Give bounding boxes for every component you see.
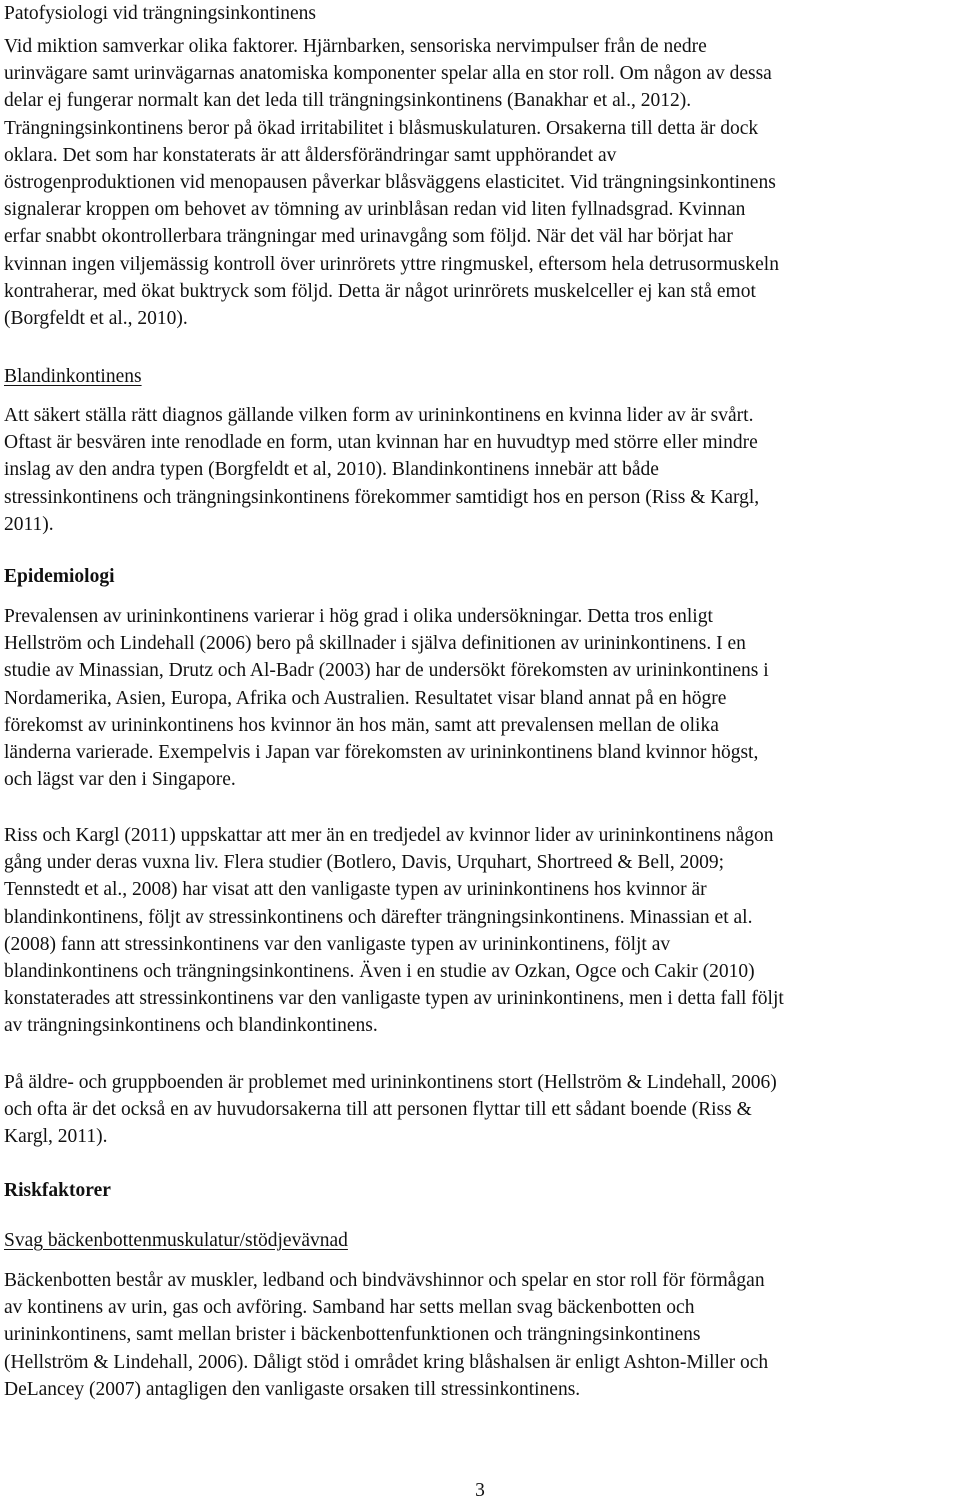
- heading-blandinkontinens: [4, 363, 958, 390]
- paragraph-line: kvinnan ingen viljemässig kontroll över urinrörets yttre ringmuskel, eftersom hela detrusormuskeln: [4, 253, 779, 275]
- paragraph-line: Vid miktion samverkar olika faktorer. Hjärnbarken, sensoriska nervimpulser från de nedre: [4, 36, 707, 57]
- heading-riskfaktorer-text: Riskfaktorer: [4, 1180, 111, 1201]
- paragraph-line: inslag av den andra typen (Borgfeldt et al, 2010). Blandinkontinens innebär att både: [4, 459, 659, 481]
- paragraph-line: delar ej fungerar normalt kan det leda till trängningsinkontinens (Banakhar et al., 2012).: [4, 90, 692, 112]
- paragraph-line: Att säkert ställa rätt diagnos gällande vilken form av urininkontinens en kvinna lider av är svårt.: [4, 405, 754, 426]
- paragraph-line: signalerar kroppen om behovet av tömning av urinblåsan redan vid liten fyllnadsgrad. Kvinnan: [4, 199, 746, 221]
- paragraph-line: Trängningsinkontinens beror på ökad irritabilitet i blåsmuskulaturen. Orsakerna till detta är dock: [4, 117, 759, 139]
- paragraph-line: av kontinens av urin, gas och avföring. Samband har setts mellan svag bäckenbotten och: [4, 1297, 695, 1319]
- paragraph-line: konstaterades att stressinkontinens var den vanligaste typen av urininkontinens, men i detta fall följt: [4, 988, 784, 1010]
- paragraph-line: Prevalensen av urininkontinens varierar i hög grad i olika undersökningar. Detta tros enligt: [4, 606, 713, 627]
- heading-svag-backenbotten-text: Svag bäckenbottenmuskulatur/stödjevävnad: [4, 1230, 348, 1251]
- paragraph-line: oklara. Det som har konstaterats är att åldersförändringar samt upphörandet av: [4, 144, 617, 166]
- paragraph-line: blandinkontinens, följt av stressinkontinens och därefter trängningsinkontinens. Minassian et al.: [4, 906, 753, 928]
- paragraph-line: av trängningsinkontinens och blandinkontinens.: [4, 1015, 378, 1037]
- paragraph-line: (2008) fann att stressinkontinens var den vanligaste typen av urininkontinens, följt av: [4, 933, 671, 955]
- paragraph-line: 2011).: [4, 513, 54, 535]
- paragraph-epidemiologi-2: [4, 822, 958, 1040]
- paragraph-svag-backenbotten: [4, 1267, 958, 1403]
- paragraph-patofysiologi: [4, 33, 958, 332]
- paragraph-line: och lägst var den i Singapore.: [4, 769, 236, 791]
- paragraph-line: Riss och Kargl (2011) uppskattar att mer än en tredjedel av kvinnor lider av urininkontinens någon: [4, 825, 774, 846]
- paragraph-line: gång under deras vuxna liv. Flera studier (Botlero, Davis, Urquhart, Shortreed & Bell, 2009;: [4, 852, 725, 874]
- section-title-text: Patofysiologi vid trängningsinkontinens: [4, 3, 316, 24]
- paragraph-line: blandinkontinens och trängningsinkontinens. Även i en studie av Ozkan, Ogce och Cakir (2010): [4, 960, 755, 982]
- paragraph-line: östrogenproduktionen vid menopausen påverkar blåsväggens elasticitet. Vid trängningsinkontinens: [4, 171, 776, 193]
- paragraph-epidemiologi-1: [4, 603, 958, 793]
- paragraph-line: urinvägare samt urinvägarnas anatomiska komponenter spelar alla en stor roll. Om någon av dessa: [4, 63, 772, 85]
- paragraph-line: (Hellström & Lindehall, 2006). Dåligt stöd i området kring blåshalsen är enligt Ashton-Miller och: [4, 1351, 769, 1373]
- paragraph-line: DeLancey (2007) antagligen den vanligaste orsaken till stressinkontinens.: [4, 1378, 581, 1400]
- paragraph-line: kontraherar, med ökat buktryck som följd. Detta är något urinrörets muskelceller ej kan stå emot: [4, 280, 756, 302]
- heading-epidemiologi: [4, 563, 958, 590]
- heading-blandinkontinens-text: Blandinkontinens: [4, 366, 142, 387]
- paragraph-line: Oftast är besvären inte renodlade en form, utan kvinnan har en huvudtyp med större eller mindre: [4, 432, 758, 454]
- paragraph-line: länderna varierade. Exempelvis i Japan var förekomsten av urininkontinens bland kvinnor högst,: [4, 741, 759, 763]
- paragraph-line: Nordamerika, Asien, Europa, Afrika och Australien. Resultatet visar bland annat på en högre: [4, 687, 727, 709]
- paragraph-line: och ofta är det också en av huvudorsakerna till att personen flyttar till ett sådant boende (Riss &: [4, 1099, 752, 1121]
- paragraph-blandinkontinens: [4, 402, 958, 538]
- paragraph-line: stressinkontinens och trängningsinkontinens förekommer samtidigt hos en person (Riss & Kargl,: [4, 486, 760, 508]
- paragraph-line: erfar snabbt okontrollerbara trängningar med urinavgång som följd. När det väl har börjat har: [4, 226, 733, 248]
- paragraph-line: Tennstedt et al., 2008) har visat att den vanligaste typen av urininkontinens hos kvinnor är: [4, 879, 707, 901]
- paragraph-line: Bäckenbotten består av muskler, ledband och bindvävshinnor och spelar en stor roll för förmågan: [4, 1270, 765, 1291]
- heading-epidemiologi-text: Epidemiologi: [4, 566, 115, 587]
- paragraph-line: (Borgfeldt et al., 2010).: [4, 307, 188, 329]
- page-number: 3: [475, 1480, 485, 1501]
- paragraph-line: förekomst av urininkontinens hos kvinnor än hos män, samt att prevalensen mellan de olika: [4, 714, 719, 736]
- heading-svag-backenbotten: [4, 1227, 958, 1254]
- paragraph-epidemiologi-3: [4, 1069, 958, 1151]
- paragraph-line: Hellström och Lindehall (2006) bero på skillnader i själva definitionen av urininkontinens. I en: [4, 633, 746, 655]
- paragraph-line: urininkontinens, samt mellan brister i bäckenbottenfunktionen och trängningsinkontinens: [4, 1324, 701, 1346]
- paragraph-line: På äldre- och gruppboenden är problemet med urininkontinens stort (Hellström & Lindehall, 2006): [4, 1072, 777, 1093]
- section-title: [4, 0, 958, 27]
- heading-riskfaktorer: [4, 1177, 958, 1204]
- paragraph-line: studie av Minassian, Drutz och Al-Badr (2003) har de undersökt förekomsten av urininkontinens i: [4, 660, 769, 682]
- paragraph-line: Kargl, 2011).: [4, 1126, 108, 1148]
